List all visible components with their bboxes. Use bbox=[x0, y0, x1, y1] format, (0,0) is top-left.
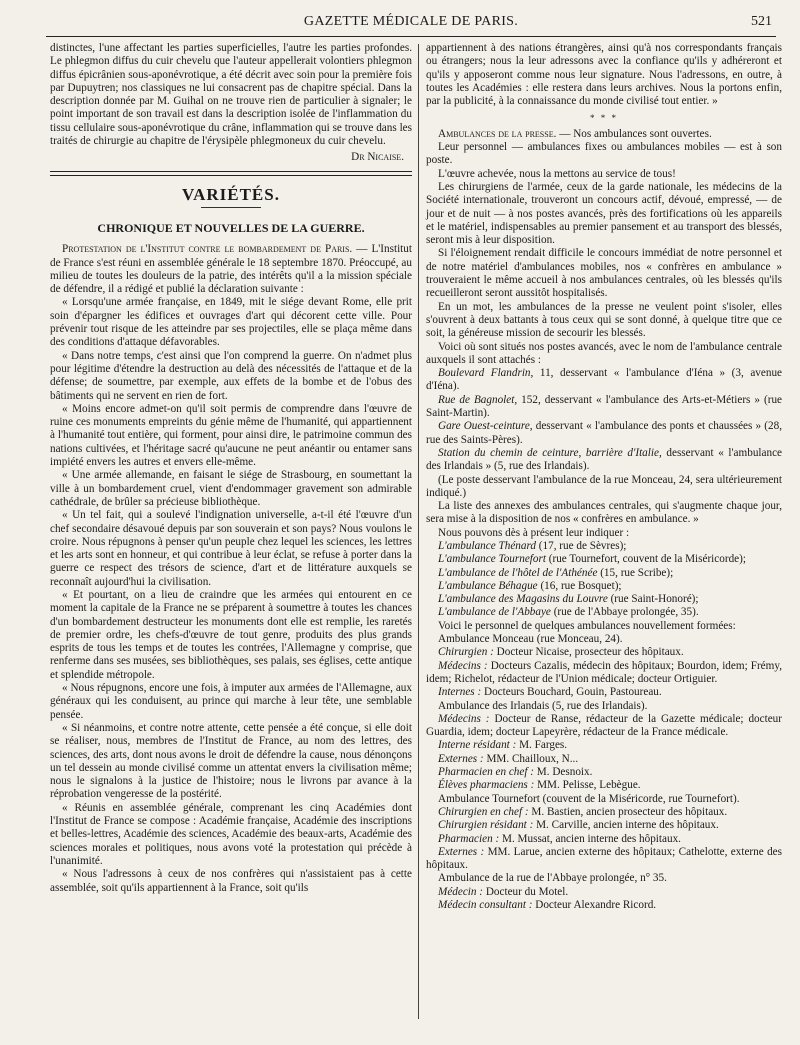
post-detail: 11, desservant « l'ambulance d'Iéna » (3, avenue d'Iéna). bbox=[426, 367, 782, 393]
role-entry bbox=[426, 806, 782, 819]
protest-intro-text: — L'Institut de France s'est réuni en assemblée générale le 18 septembre 1870. Préoccupé, au milieu de toutes les douleurs de la patrie, des intérêts qu'il a la mission spéciale de défendre, il a rédigé et publié la déclaration suivante : bbox=[50, 243, 412, 296]
post-detail: desservant « l'ambulance des Irlandais » (5, rue des Irlandais). bbox=[426, 446, 783, 473]
role-name: Élèves pharmaciens : bbox=[438, 779, 535, 792]
role-entry bbox=[426, 886, 782, 899]
left-column bbox=[50, 42, 412, 895]
annex-address: (15, rue Scribe); bbox=[600, 566, 674, 579]
post-place: Rue de Bagnolet, bbox=[438, 393, 518, 406]
annex-name: L'ambulance de l'hôtel de l'Athénée bbox=[438, 566, 598, 579]
section-title: VARIÉTÉS. bbox=[182, 184, 280, 204]
annex-entry bbox=[426, 593, 782, 606]
page-header bbox=[46, 10, 776, 37]
role-name: Médecin consultant : bbox=[438, 899, 533, 911]
role-people: MM. Pelisse, Lebègue. bbox=[537, 779, 641, 792]
role-name: Médecins : bbox=[438, 659, 488, 672]
ambulance-paragraph: (Le poste desservant l'ambulance de la rue Monceau, 24, sera ultérieurement indiqué.) bbox=[426, 473, 782, 499]
role-entry bbox=[426, 753, 782, 766]
post-entry bbox=[426, 394, 782, 421]
ambulance-paragraph: Leur personnel — ambulances fixes ou ambulances mobiles — est à son poste. bbox=[426, 141, 782, 167]
role-people: MM. Chailloux, N... bbox=[486, 752, 579, 765]
section-rule bbox=[50, 171, 412, 176]
post-place: Boulevard Flandrin, bbox=[438, 367, 534, 380]
journal-title: GAZETTE MÉDICALE DE PARIS. bbox=[303, 14, 519, 29]
post-entry bbox=[426, 447, 782, 474]
role-name: Pharmacien : bbox=[438, 832, 500, 845]
role-name: Externes : bbox=[438, 845, 485, 858]
protest-paragraphs bbox=[50, 296, 412, 894]
annex-name: L'ambulance des Magasins du Louvre bbox=[438, 593, 608, 606]
continuation-paragraph: appartiennent à des nations étrangères, ainsi qu'à nos correspondants français ou étrangers; nous la leur adressons avec la confiance qu'ils y adhéreront et qu'ils y apposeront comme nous leur signature. Nous l'adressons, en outre, à toutes les Académies : elle restera dans leurs archives. Nous la portons enfin, par la publicité, à la connaissance du monde civilisé tout entier. » bbox=[426, 42, 782, 108]
group-title: Ambulance Monceau (rue Monceau, 24). bbox=[438, 633, 623, 646]
protest-paragraph: « Dans notre temps, c'est ainsi que l'on comprend la guerre. On n'admet plus pour légitime d'étendre la destruction au delà des nécessités de l'attaque et de la défense; de soumettre, par exemple, aux effets de la bombe et de l'obus des bâtiments qui ne servent en rien de fort. bbox=[50, 349, 412, 402]
annex-name: L'ambulance Tournefort bbox=[438, 553, 546, 566]
role-people: M. Bastien, ancien prosecteur des hôpitaux. bbox=[531, 805, 728, 818]
role-people: Docteur de Ranse, rédacteur de la Gazette médicale; docteur Guardia, idem; docteur Lapeyrère, rédacteur de la France médicale. bbox=[426, 712, 782, 739]
group-title: Ambulance Tournefort (couvent de la Miséricorde, rue Tournefort). bbox=[438, 792, 740, 805]
role-people: M. Carville, ancien interne des hôpitaux. bbox=[536, 819, 719, 832]
short-rule bbox=[201, 207, 261, 208]
post-entry bbox=[426, 420, 782, 447]
protest-intro bbox=[50, 243, 412, 296]
role-entry bbox=[426, 686, 782, 699]
post-place: Gare Ouest-ceinture, bbox=[438, 420, 533, 433]
annex-name: L'ambulance de l'Abbaye bbox=[438, 606, 551, 619]
annex-name: L'ambulance Béhague bbox=[438, 579, 538, 592]
ambulance-paragraph: La liste des annexes des ambulances centrales, qui s'augmente chaque jour, sera mise à la disposition de nos « confrères en ambulance. » bbox=[426, 500, 782, 526]
annex-entry bbox=[426, 567, 782, 580]
personnel-intro: Voici le personnel de quelques ambulances nouvellement formées: bbox=[438, 619, 736, 632]
annexes-list bbox=[426, 540, 782, 620]
group-title: Ambulance de la rue de l'Abbaye prolongée, n° 35. bbox=[438, 872, 667, 885]
protest-paragraph: « Si néanmoins, et contre notre attente, cette pensée a été conçue, si elle doit se réaliser, nous, membres de l'Institut de France, au nom des lettres, des sciences, des arts, dont nous avons le droit de défendre la cause, nous dénonçons un tel dessein au monde civilisé comme un attentat envers la civilisation même; nous le signalons à la justice de l'histoire; nous le livrons par avance à la réprobation vengeresse de la postérité. bbox=[50, 721, 412, 801]
role-people: Docteur du Motel. bbox=[485, 885, 569, 898]
protest-paragraph: « Une armée allemande, en faisant le siége de Strasbourg, en soumettant la ville à un bombardement cruel, vient d'endommager gravement son admirable cathédrale, de brûler sa précieuse bibliothèque. bbox=[50, 469, 412, 508]
role-name: Interne résidant : bbox=[438, 739, 517, 752]
author-signature: Dr Nicaise. bbox=[351, 151, 404, 164]
annex-entry bbox=[426, 580, 782, 593]
role-entry bbox=[426, 646, 782, 659]
role-name: Externes : bbox=[438, 752, 484, 765]
annex-address: (16, rue Bosquet); bbox=[540, 579, 622, 592]
page-number: 521 bbox=[751, 14, 772, 29]
role-name: Chirurgien : bbox=[438, 646, 494, 659]
ambulance-paragraphs bbox=[426, 141, 782, 367]
ambulance-paragraphs-b bbox=[426, 474, 782, 540]
role-entry bbox=[426, 660, 782, 687]
protest-paragraph: « Réunis en assemblée générale, comprenant les cinq Académies dont l'Institut de France se compose : Académie française, Académie des inscriptions et belles-lettres, Académie des sciences, Académie des beaux-arts, Académie des sciences morales et politiques, nous avons voté la protestation qui précède à l'unanimité. bbox=[50, 801, 412, 867]
annex-entry bbox=[426, 606, 782, 619]
role-name: Internes : bbox=[438, 686, 482, 699]
role-entry bbox=[426, 846, 782, 873]
role-name: Médecin : bbox=[438, 885, 484, 898]
group-title: Ambulance des Irlandais (5, rue des Irlandais). bbox=[438, 699, 648, 712]
annex-name: L'ambulance Thénard bbox=[438, 539, 536, 552]
ambulance-heading: Ambulances de la presse. bbox=[438, 127, 557, 140]
annex-address: (rue Saint-Honoré); bbox=[610, 593, 699, 606]
role-name: Chirurgien résidant : bbox=[438, 819, 534, 832]
ambulance-paragraph: Voici où sont situés nos postes avancés, avec le nom de l'ambulance centrale auxquels il sont attachés : bbox=[426, 340, 782, 366]
role-entry bbox=[426, 899, 782, 912]
annex-entry bbox=[426, 553, 782, 566]
ambulance-paragraph: Les chirurgiens de l'armée, ceux de la garde nationale, les médecins de la Société internationale, trouveront un concours actif, dévoué, empressé, — de jour et de nuit — à nos postes avancés, près des fortifications où les appareils et le matériel, indispensables au premier pansement et au transport des blessés, seront mis à leur disposition. bbox=[426, 180, 782, 247]
ambulance-paragraph: Si l'éloignement rendait difficile le concours immédiat de notre personnel et de notre matériel d'ambulances mobiles, nos « confrères en ambulance » trouveraient le même accueil à nos ambulances centrales, où les blessés qu'ils recueilleront seront aussitôt hospitalisés. bbox=[426, 247, 782, 300]
post-place: Station du chemin de ceinture, barrière d'Italie, bbox=[438, 446, 662, 459]
protest-paragraph: « Moins encore admet-on qu'il soit permis de comprendre dans l'œuvre de ruine ces monuments empreints du génie même de l'humanité, qui appartiennent à l'humanité tout entière, qui forment, pour ainsi dire, le patrimoine commun des nations cultivées, et l'héritage sacré qu'aucune ne peut anéantir ou entamer sans impiété envers les autres et envers elle-même. bbox=[50, 402, 412, 469]
post-detail: 152, desservant « l'ambulance des Arts-et-Métiers » (rue Saint-Martin). bbox=[426, 393, 783, 420]
role-entry bbox=[426, 819, 782, 832]
annex-address: (rue de l'Abbaye prolongée, 35). bbox=[553, 606, 699, 619]
protest-paragraph: « Et pourtant, on a lieu de craindre que les armées qui entourent en ce moment la capitale de la France ne se préparent à soumettre à toutes les chances d'un bombardement destructeur les monuments dont elle est remplie, les raretés de premier ordre, les chefs-d'œuvre de tout genre, produits des plus grands esprits de tous les temps et de toutes les contrées, l'Allemagne y comprise, que renferme dans ses musées, ses bibliothèques, ses palais, ses églises, cette antique et splendide métropole. bbox=[50, 588, 412, 681]
role-people: Docteur Nicaise, prosecteur des hôpitaux. bbox=[496, 646, 684, 659]
role-people: MM. Larue, ancien externe des hôpitaux; Cathelotte, externe des hôpitaux. bbox=[426, 845, 782, 872]
role-people: M. Farges. bbox=[519, 739, 568, 752]
posts-list bbox=[426, 367, 782, 473]
personnel-groups bbox=[426, 633, 782, 912]
role-entry bbox=[426, 766, 782, 779]
role-name: Chirurgien en chef : bbox=[438, 805, 529, 818]
protest-paragraph: « Lorsqu'une armée française, en 1849, mit le siége devant Rome, elle prit soin d'épargner les édifices et ouvrages d'art qui décorent cette ville. Pour prévenir tout risque de les atteindre par ses projectiles, elle se plaça même dans des conditions d'attaque défavorables. bbox=[50, 296, 412, 349]
role-entry bbox=[426, 713, 782, 740]
ambulance-heading-rest: — Nos ambulances sont ouvertes. bbox=[559, 127, 712, 140]
role-name: Médecins : bbox=[438, 712, 490, 725]
post-entry bbox=[426, 367, 782, 394]
role-people: M. Desnoix. bbox=[536, 766, 593, 779]
ambulance-heading-paragraph bbox=[426, 128, 782, 141]
annex-address: (rue Tournefort, couvent de la Miséricorde); bbox=[548, 553, 746, 566]
subsection-title: CHRONIQUE ET NOUVELLES DE LA GUERRE. bbox=[97, 220, 365, 235]
role-entry bbox=[426, 833, 782, 846]
right-column bbox=[426, 42, 782, 912]
protest-heading: Protestation de l'Institut contre le bombardement de Paris. bbox=[62, 243, 353, 256]
role-people: Docteurs Cazalis, médecin des hôpitaux; Bourdon, idem; Frémy, idem; Richelot, rédacteur de l'Union médicale; docteur Ortiguier. bbox=[426, 659, 783, 685]
role-entry bbox=[426, 779, 782, 792]
annex-address: (17, rue de Sèvres); bbox=[538, 539, 627, 552]
protest-paragraph: « Un tel fait, qui a soulevé l'indignation universelle, a-t-il été l'œuvre d'un chef secondaire désavoué depuis par son souverain et son pays? Nous voulons le croire. Nous répugnons à penser qu'un peuple chez lequel les sciences, les lettres et les arts sont en honneur, et qui contribue à leur éclat, se refuse à porter dans la guerre ce respect des trésors de science, d'art et de littérature auxquels se reconnaît aujourd'hui la civilisation. bbox=[50, 509, 412, 588]
separator-stars: * * * bbox=[590, 113, 618, 124]
ambulance-paragraph: Nous pouvons dès à présent leur indiquer : bbox=[438, 526, 630, 539]
intro-paragraph: distinctes, l'une affectant les parties superficielles, l'autre les parties profondes. Le phlegmon diffus du cuir chevelu que l'auteur appellerait volontiers phlegmon diffus épicrânien sous-aponévrotique, a été décrit avec soin pour la première fois par Dupuytren; nos classiques ne lui consacrent pas de chapitre spécial. Dans la description donnée par M. Guihal on ne trouve rien de particulier à signaler; le point important de son travail est dans la description isolée de l'inflammation du tissu cellulaire sous-aponévrotique du crâne, inflammation qui se trouve dans les traités de chirurgie au chapitre de l'érysipèle phlegmoneux du cuir chevelu. bbox=[50, 42, 412, 148]
column-divider bbox=[418, 44, 419, 1019]
role-people: Docteur Alexandre Ricord. bbox=[535, 899, 657, 911]
protest-paragraph: « Nous l'adressons à ceux de nos confrères qui n'assistaient pas à cette assemblée, soit qu'ils appartiennent à la France, soit qu'ils bbox=[50, 868, 412, 894]
ambulance-paragraph: L'œuvre achevée, nous la mettons au service de tous! bbox=[438, 167, 676, 180]
ambulance-paragraph: En un mot, les ambulances de la presse ne veulent point s'isoler, elles s'ouvrent à deux battants à tous ceux qui se sont donné, à quelque titre que ce soit, la généreuse mission de secourir les blessés. bbox=[426, 300, 782, 340]
role-entry bbox=[426, 739, 782, 752]
protest-paragraph: « Nous répugnons, encore une fois, à imputer aux armées de l'Allemagne, aux généraux qui les conduisent, au prince qui marche à leur tête, une semblable pensée. bbox=[50, 682, 412, 721]
annex-entry bbox=[426, 540, 782, 553]
role-people: Docteurs Bouchard, Gouin, Pastoureau. bbox=[483, 686, 662, 699]
role-people: M. Mussat, ancien interne des hôpitaux. bbox=[502, 832, 681, 845]
role-name: Pharmacien en chef : bbox=[438, 766, 534, 779]
post-detail: desservant « l'ambulance des ponts et chaussées » (28, rue des Saints-Pères). bbox=[426, 420, 782, 446]
